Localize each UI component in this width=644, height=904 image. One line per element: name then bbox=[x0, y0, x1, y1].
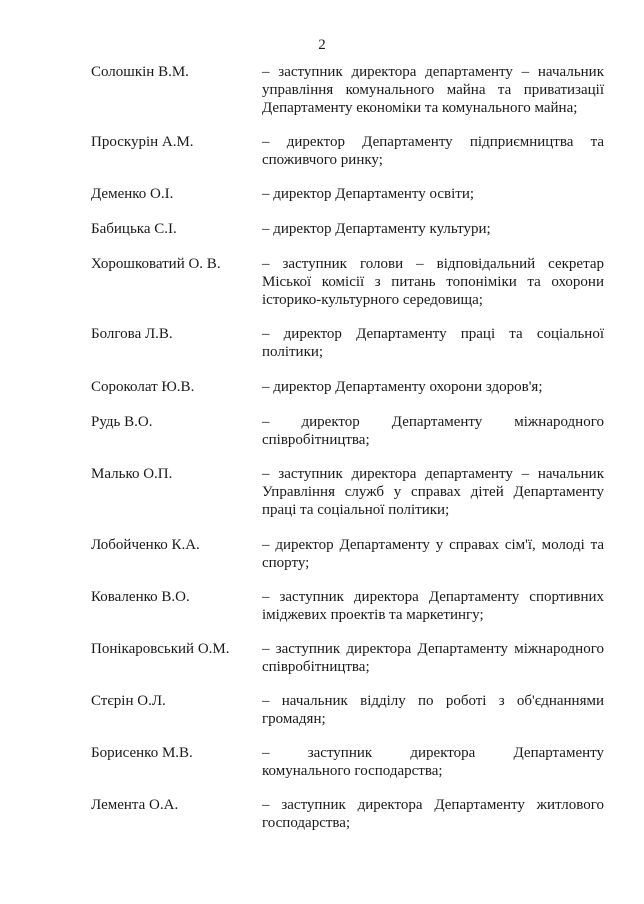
person-name: Малько О.П. bbox=[91, 466, 173, 482]
description-line: праці та соціальної політики; bbox=[262, 502, 450, 518]
person-name: Рудь В.О. bbox=[91, 414, 153, 430]
person-name: Солошкін В.М. bbox=[91, 64, 189, 80]
description-line: комунального господарства; bbox=[262, 763, 443, 779]
description-line: – директор Департаменту праці та соціальної bbox=[262, 326, 604, 342]
description-line: іміджевих проектів та маркетингу; bbox=[262, 607, 484, 623]
position-description bbox=[262, 640, 604, 676]
position-description bbox=[262, 185, 604, 203]
description-line: – заступник директора департаменту – начальник bbox=[262, 64, 604, 80]
person-name: Сороколат Ю.В. bbox=[91, 379, 195, 395]
description-line: політики; bbox=[262, 344, 324, 360]
person-name: Бабицька С.І. bbox=[91, 221, 177, 237]
description-line: Міської комісії з питань топоніміки та охорони bbox=[262, 274, 604, 290]
person-name: Болгова Л.В. bbox=[91, 326, 173, 342]
description-line: історико-культурного середовища; bbox=[262, 292, 483, 308]
person-name: Хорошковатий О. В. bbox=[91, 256, 221, 272]
position-description bbox=[262, 465, 604, 519]
person-name: Лобойченко К.А. bbox=[91, 537, 200, 553]
description-line: – директор Департаменту культури; bbox=[262, 221, 491, 237]
person-name: Понікаровський О.М. bbox=[91, 641, 230, 657]
person-name: Коваленко В.О. bbox=[91, 589, 190, 605]
description-line: – директор Департаменту освіти; bbox=[262, 186, 475, 202]
description-line: – начальник відділу по роботі з об'єднаннями bbox=[262, 693, 604, 709]
description-line: громадян; bbox=[262, 711, 326, 727]
description-line: Управління служб у справах дітей Департаменту bbox=[262, 484, 604, 500]
description-line: управління комунального майна та приватизації bbox=[262, 82, 604, 98]
position-description bbox=[262, 220, 604, 238]
person-name: Борисенко М.В. bbox=[91, 745, 193, 761]
description-line: – заступник директора Департаменту спортивних bbox=[262, 589, 604, 605]
description-line: – заступник голови – відповідальний секретар bbox=[262, 256, 604, 272]
description-line: – директор Департаменту підприємництва та bbox=[262, 134, 604, 150]
position-description bbox=[262, 796, 604, 832]
person-name: Деменко О.І. bbox=[91, 186, 174, 202]
position-description bbox=[262, 378, 604, 396]
position-description bbox=[262, 588, 604, 624]
description-line: – заступник директора Департаменту bbox=[262, 745, 604, 761]
description-line: співробітництва; bbox=[262, 659, 370, 675]
position-description bbox=[262, 536, 604, 572]
description-line: – заступник директора Департаменту міжнародного bbox=[262, 641, 604, 657]
description-line: – директор Департаменту охорони здоров'я; bbox=[262, 379, 543, 395]
description-line: – директор Департаменту у справах сім'ї, молоді та bbox=[262, 537, 604, 553]
person-name: Проскурін А.М. bbox=[91, 134, 194, 150]
position-description bbox=[262, 692, 604, 728]
person-name: Лемента О.А. bbox=[91, 797, 179, 813]
description-line: спорту; bbox=[262, 555, 310, 571]
position-description bbox=[262, 325, 604, 361]
position-description bbox=[262, 744, 604, 780]
position-description bbox=[262, 255, 604, 309]
description-line: співробітництва; bbox=[262, 432, 370, 448]
position-description bbox=[262, 63, 604, 117]
description-line: – директор Департаменту міжнародного bbox=[262, 414, 604, 430]
page-number: 2 bbox=[318, 37, 326, 53]
description-line: – заступник директора Департаменту житлового bbox=[262, 797, 604, 813]
position-description bbox=[262, 133, 604, 169]
person-name: Стєрін О.Л. bbox=[91, 693, 166, 709]
description-line: споживчого ринку; bbox=[262, 152, 383, 168]
description-line: господарства; bbox=[262, 815, 351, 831]
description-line: – заступник директора департаменту – начальник bbox=[262, 466, 604, 482]
position-description bbox=[262, 413, 604, 449]
description-line: Департаменту економіки та комунального майна; bbox=[262, 100, 578, 116]
